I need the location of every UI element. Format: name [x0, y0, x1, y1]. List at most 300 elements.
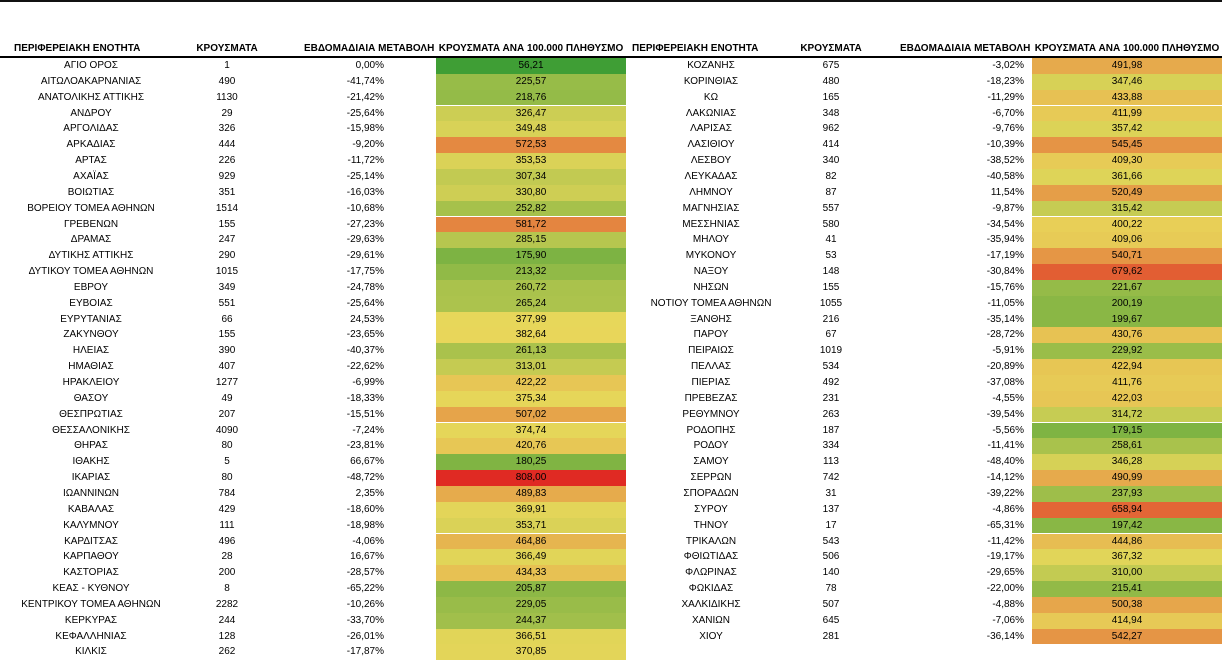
- per-100k-heat-cell: 330,80: [436, 185, 626, 201]
- per-100k-heat-cell: 411,99: [1032, 106, 1222, 122]
- weekly-change-value: -15,76%: [986, 281, 1024, 293]
- per-100k-heat-cell: 229,92: [1032, 343, 1222, 359]
- per-100k-heat-cell: 658,94: [1032, 502, 1222, 518]
- weekly-change-value: -14,12%: [986, 472, 1024, 484]
- cases-value: 1055: [819, 297, 843, 309]
- region-name: ΣΥΡΟΥ: [694, 503, 728, 515]
- per-100k-heat-cell: 382,64: [436, 327, 626, 343]
- weekly-change-value: -25,64%: [346, 107, 384, 119]
- cases-value: 290: [218, 250, 236, 262]
- cases-value: 645: [822, 614, 840, 626]
- per-100k-heat-cell: 400,22: [1032, 217, 1222, 233]
- region-name: ΦΩΚΙΔΑΣ: [688, 583, 734, 595]
- per-100k-heat-cell: 430,76: [1032, 327, 1222, 343]
- cases-value: 128: [218, 630, 236, 642]
- region-name: ΝΟΤΙΟΥ ΤΟΜΕΑ ΑΘΗΝΩΝ: [650, 297, 772, 309]
- region-name: ΕΒΡΟΥ: [73, 281, 109, 293]
- header-change-right: ΕΒΔΟΜΑΔΙΑΙΑ ΜΕΤΑΒΟΛΗ: [900, 43, 1031, 54]
- cases-value: 226: [218, 155, 236, 167]
- cases-value: 281: [822, 630, 840, 642]
- region-name: ΘΑΣΟΥ: [73, 392, 109, 404]
- per-100k-heat-cell: 197,42: [1032, 518, 1222, 534]
- cases-value: 66: [221, 313, 233, 325]
- weekly-change-value: -40,37%: [346, 345, 384, 357]
- cases-value: 1130: [216, 91, 238, 103]
- cases-value: 78: [825, 583, 837, 595]
- header-region-right: ΠΕΡΙΦΕΡΕΙΑΚΗ ΕΝΟΤΗΤΑ: [632, 43, 759, 54]
- per-100k-heat-cell: 326,47: [436, 106, 626, 122]
- per-100k-heat-cell: 346,28: [1032, 454, 1222, 470]
- cases-value: 187: [822, 424, 840, 436]
- header-change-left: ΕΒΔΟΜΑΔΙΑΙΑ ΜΕΤΑΒΟΛΗ: [304, 43, 435, 54]
- cases-value: 1277: [215, 377, 239, 388]
- cases-value: 155: [218, 329, 236, 341]
- region-name: ΧΙΟΥ: [699, 630, 723, 642]
- per-100k-heat-cell: 260,72: [436, 280, 626, 296]
- weekly-change-value: -16,03%: [346, 186, 384, 198]
- region-name: ΛΑΚΩΝΙΑΣ: [685, 107, 737, 119]
- cases-value: 496: [218, 535, 236, 547]
- region-name: ΠΙΕΡΙΑΣ: [691, 377, 731, 388]
- weekly-change-value: -29,65%: [986, 567, 1024, 579]
- weekly-change-value: -10,26%: [346, 598, 384, 610]
- per-100k-heat-cell: 307,34: [436, 169, 626, 185]
- per-100k-heat-cell: 433,88: [1032, 90, 1222, 106]
- per-100k-heat-cell: 175,90: [436, 248, 626, 264]
- per-100k-heat-cell: 540,71: [1032, 248, 1222, 264]
- region-name: ΠΕΙΡΑΙΩΣ: [688, 345, 734, 357]
- weekly-change-value: -17,75%: [346, 266, 384, 278]
- region-name: ΔΡΑΜΑΣ: [70, 234, 112, 246]
- weekly-change-value: -28,72%: [986, 329, 1024, 341]
- cases-value: 49: [221, 392, 233, 404]
- weekly-change-value: 2,35%: [355, 487, 384, 499]
- region-name: ΛΕΥΚΑΔΑΣ: [684, 170, 738, 182]
- region-name: ΜΑΓΝΗΣΙΑΣ: [682, 202, 740, 214]
- per-100k-heat-cell: 56,21: [436, 58, 626, 74]
- region-name: ΚΕΦΑΛΛΗΝΙΑΣ: [55, 630, 127, 642]
- per-100k-heat-cell: 229,05: [436, 597, 626, 613]
- cases-value: 490: [218, 75, 236, 87]
- region-name: ΦΛΩΡΙΝΑΣ: [685, 567, 737, 579]
- weekly-change-value: -7,06%: [992, 614, 1024, 626]
- region-name: ΑΓΙΟ ΟΡΟΣ: [64, 60, 118, 71]
- cases-value: 29: [221, 107, 233, 119]
- per-100k-heat-cell: 315,42: [1032, 201, 1222, 217]
- region-name: ΡΕΘΥΜΝΟΥ: [682, 408, 740, 420]
- weekly-change-value: -18,60%: [346, 503, 384, 515]
- cases-value: 4090: [215, 424, 239, 436]
- weekly-change-value: -30,84%: [986, 266, 1024, 278]
- region-name: ΣΑΜΟΥ: [693, 456, 729, 468]
- weekly-change-value: -21,42%: [346, 91, 384, 103]
- region-name: ΑΝΔΡΟΥ: [70, 107, 112, 119]
- per-100k-heat-cell: 444,86: [1032, 534, 1222, 550]
- region-name: ΚΑΡΠΑΘΟΥ: [63, 551, 119, 563]
- weekly-change-value: -18,33%: [346, 392, 384, 404]
- weekly-change-value: -3,02%: [992, 60, 1024, 71]
- weekly-change-value: -9,76%: [992, 123, 1024, 135]
- cases-value: 80: [221, 472, 233, 484]
- cases-value: 2282: [215, 598, 239, 610]
- per-100k-heat-cell: 349,48: [436, 121, 626, 137]
- cases-value: 207: [218, 408, 236, 420]
- cases-value: 506: [822, 551, 840, 563]
- weekly-change-value: -25,14%: [346, 170, 384, 182]
- weekly-change-value: 0,00%: [355, 60, 384, 71]
- per-100k-heat-cell: 353,71: [436, 518, 626, 534]
- weekly-change-value: -65,31%: [986, 519, 1024, 531]
- per-100k-heat-cell: 366,49: [436, 549, 626, 565]
- cases-value: 414: [822, 139, 840, 151]
- cases-value: 111: [219, 519, 235, 531]
- cases-value: 348: [822, 107, 840, 119]
- weekly-change-value: -39,22%: [986, 487, 1024, 499]
- region-name: ΗΛΕΙΑΣ: [72, 345, 110, 357]
- region-name: ΖΑΚΥΝΘΟΥ: [63, 329, 119, 341]
- weekly-change-value: -41,74%: [346, 75, 384, 87]
- cases-value: 1015: [215, 266, 239, 278]
- region-name: ΑΡΓΟΛΙΔΑΣ: [63, 123, 119, 135]
- weekly-change-value: 16,67%: [350, 551, 384, 563]
- region-name: ΚΑΡΔΙΤΣΑΣ: [64, 535, 118, 547]
- cases-value: 543: [822, 535, 840, 547]
- region-name: ΜΕΣΣΗΝΙΑΣ: [682, 218, 740, 230]
- per-100k-heat-cell: 225,57: [436, 74, 626, 90]
- cases-value: 231: [822, 392, 840, 404]
- region-name: ΝΗΣΩΝ: [693, 281, 729, 293]
- weekly-change-value: 11,54%: [990, 186, 1024, 198]
- region-name: ΘΕΣΣΑΛΟΝΙΚΗΣ: [52, 424, 130, 436]
- region-name: ΓΡΕΒΕΝΩΝ: [63, 218, 119, 230]
- cases-value: 8: [224, 583, 230, 595]
- per-100k-heat-cell: 221,67: [1032, 280, 1222, 296]
- per-100k-heat-cell: 285,15: [436, 232, 626, 248]
- weekly-change-value: -17,87%: [346, 646, 384, 658]
- region-name: ΕΥΒΟΙΑΣ: [69, 297, 113, 309]
- cases-value: 351: [218, 186, 236, 198]
- region-name: ΚΑΒΑΛΑΣ: [67, 503, 115, 515]
- per-100k-heat-cell: 422,22: [436, 375, 626, 391]
- region-name: ΚΑΛΥΜΝΟΥ: [63, 519, 119, 531]
- region-name: ΑΝΑΤΟΛΙΚΗΣ ΑΤΤΙΚΗΣ: [37, 91, 145, 103]
- region-name: ΘΕΣΠΡΩΤΙΑΣ: [59, 408, 123, 420]
- header-per100k-right: ΚΡΟΥΣΜΑΤΑ ΑΝΑ 100.000 ΠΛΗΘΥΣΜΟ: [1034, 43, 1220, 54]
- per-100k-heat-cell: 361,66: [1032, 169, 1222, 185]
- cases-value: 41: [825, 234, 837, 246]
- weekly-change-value: -27,23%: [346, 218, 384, 230]
- weekly-change-value: -22,00%: [986, 583, 1024, 595]
- per-100k-heat-cell: 422,94: [1032, 359, 1222, 375]
- weekly-change-value: -18,23%: [986, 75, 1024, 87]
- region-name: ΞΑΝΘΗΣ: [690, 313, 732, 325]
- cases-value: 929: [218, 170, 236, 182]
- per-100k-heat-cell: 369,91: [436, 502, 626, 518]
- cases-value: 31: [825, 487, 837, 499]
- per-100k-heat-cell: 261,13: [436, 343, 626, 359]
- cases-value: 349: [218, 281, 236, 293]
- per-100k-heat-cell: 409,30: [1032, 153, 1222, 169]
- region-name: ΔΥΤΙΚΗΣ ΑΤΤΙΚΗΣ: [48, 250, 134, 262]
- weekly-change-value: -18,98%: [346, 519, 384, 531]
- weekly-change-value: -10,68%: [346, 202, 384, 214]
- weekly-change-value: -39,54%: [986, 408, 1024, 420]
- cases-value: 675: [822, 60, 840, 71]
- region-name: ΚΑΣΤΟΡΙΑΣ: [63, 567, 119, 579]
- cases-value: 580: [822, 218, 840, 230]
- cases-value: 507: [822, 598, 840, 610]
- cases-value: 155: [822, 281, 840, 293]
- weekly-change-value: -5,91%: [992, 345, 1024, 357]
- per-100k-heat-cell: 313,01: [436, 359, 626, 375]
- per-100k-heat-cell: 489,83: [436, 486, 626, 502]
- cases-value: 407: [218, 361, 236, 373]
- per-100k-heat-cell: 377,99: [436, 312, 626, 328]
- cases-value: 429: [218, 503, 236, 515]
- weekly-change-value: -65,22%: [346, 583, 384, 595]
- per-100k-heat-cell: 357,42: [1032, 121, 1222, 137]
- weekly-change-value: -20,89%: [986, 361, 1024, 373]
- region-name: ΣΕΡΡΩΝ: [690, 472, 732, 484]
- cases-value: 155: [218, 218, 236, 230]
- cases-value: 200: [218, 567, 236, 579]
- weekly-change-value: -11,42%: [987, 535, 1024, 547]
- header-region-left: ΠΕΡΙΦΕΡΕΙΑΚΗ ΕΝΟΤΗΤΑ: [14, 43, 141, 54]
- weekly-change-value: -4,55%: [992, 392, 1024, 404]
- weekly-change-value: -19,17%: [986, 551, 1024, 563]
- per-100k-heat-cell: 545,45: [1032, 137, 1222, 153]
- per-100k-heat-cell: 237,93: [1032, 486, 1222, 502]
- weekly-change-value: -28,57%: [346, 567, 384, 579]
- per-100k-heat-cell: 500,38: [1032, 597, 1222, 613]
- per-100k-heat-cell: 215,41: [1032, 581, 1222, 597]
- weekly-change-value: -37,08%: [986, 377, 1024, 388]
- cases-value: 444: [218, 139, 236, 151]
- region-name: ΜΗΛΟΥ: [692, 234, 730, 246]
- region-name: ΔΥΤΙΚΟΥ ΤΟΜΕΑ ΑΘΗΝΩΝ: [28, 266, 154, 278]
- cases-value: 1514: [215, 202, 239, 214]
- cases-value: 53: [825, 250, 837, 262]
- region-name: ΑΧΑΪΑΣ: [73, 170, 109, 182]
- weekly-change-value: -48,72%: [346, 472, 384, 484]
- per-100k-heat-cell: 414,94: [1032, 613, 1222, 629]
- per-100k-heat-cell: 244,37: [436, 613, 626, 629]
- region-name: ΣΠΟΡΑΔΩΝ: [683, 487, 739, 499]
- region-name: ΚΩ: [703, 91, 719, 103]
- cases-value: 1019: [819, 345, 843, 357]
- per-100k-heat-cell: 422,03: [1032, 391, 1222, 407]
- weekly-change-value: -29,63%: [346, 234, 384, 246]
- per-100k-heat-cell: 542,27: [1032, 629, 1222, 645]
- per-100k-heat-cell: 375,34: [436, 391, 626, 407]
- cases-value: 28: [221, 551, 233, 563]
- weekly-change-value: -29,61%: [346, 250, 384, 262]
- weekly-change-value: -7,24%: [352, 424, 384, 436]
- weekly-change-value: -5,56%: [992, 424, 1024, 436]
- per-100k-heat-cell: 572,53: [436, 137, 626, 153]
- per-100k-heat-cell: 434,33: [436, 565, 626, 581]
- weekly-change-value: -11,29%: [987, 91, 1024, 103]
- weekly-change-value: -11,41%: [987, 440, 1024, 452]
- per-100k-heat-cell: 218,76: [436, 90, 626, 106]
- cases-value: 148: [822, 266, 840, 278]
- per-100k-heat-cell: 180,25: [436, 454, 626, 470]
- per-100k-heat-cell: 520,49: [1032, 185, 1222, 201]
- weekly-change-value: -35,14%: [986, 313, 1024, 325]
- cases-value: 17: [825, 519, 837, 531]
- per-100k-heat-cell: 581,72: [436, 217, 626, 233]
- region-name: ΚΙΛΚΙΣ: [75, 646, 107, 658]
- weekly-change-value: -24,78%: [346, 281, 384, 293]
- per-100k-heat-cell: 200,19: [1032, 296, 1222, 312]
- per-100k-heat-cell: 490,99: [1032, 470, 1222, 486]
- weekly-change-value: -15,98%: [346, 123, 384, 135]
- weekly-change-value: -6,70%: [992, 107, 1024, 119]
- cases-value: 244: [218, 614, 236, 626]
- weekly-change-value: -36,14%: [986, 630, 1024, 642]
- cases-value: 216: [822, 313, 840, 325]
- weekly-change-value: -38,52%: [986, 155, 1024, 167]
- per-100k-heat-cell: 679,62: [1032, 264, 1222, 280]
- weekly-change-value: -48,40%: [986, 456, 1024, 468]
- region-name: ΑΙΤΩΛΟΑΚΑΡΝΑΝΙΑΣ: [40, 75, 142, 87]
- per-100k-heat-cell: 199,67: [1032, 312, 1222, 328]
- weekly-change-value: -35,94%: [986, 234, 1024, 246]
- region-name: ΕΥΡΥΤΑΝΙΑΣ: [60, 313, 122, 325]
- region-name: ΛΕΣΒΟΥ: [690, 155, 732, 167]
- region-name: ΚΕΡΚΥΡΑΣ: [64, 614, 118, 626]
- per-100k-heat-cell: 205,87: [436, 581, 626, 597]
- per-100k-heat-cell: 409,06: [1032, 232, 1222, 248]
- weekly-change-value: -11,72%: [347, 155, 384, 167]
- region-name: ΤΡΙΚΑΛΩΝ: [685, 535, 737, 547]
- cases-value: 137: [822, 503, 840, 515]
- weekly-change-value: -25,64%: [346, 297, 384, 309]
- cases-value: 113: [823, 456, 839, 468]
- cases-value: 140: [822, 567, 840, 579]
- region-name: ΚΕΝΤΡΙΚΟΥ ΤΟΜΕΑ ΑΘΗΝΩΝ: [21, 598, 161, 610]
- cases-value: 334: [822, 440, 840, 452]
- weekly-change-value: -26,01%: [346, 630, 384, 642]
- cases-value: 390: [218, 345, 236, 357]
- weekly-change-value: -23,65%: [346, 329, 384, 341]
- weekly-change-value: 66,67%: [350, 456, 384, 468]
- region-name: ΚΕΑΣ - ΚΥΘΝΟΥ: [52, 583, 130, 595]
- per-100k-heat-cell: 310,00: [1032, 565, 1222, 581]
- per-100k-heat-cell: 213,32: [436, 264, 626, 280]
- region-name: ΠΕΛΛΑΣ: [690, 361, 732, 373]
- region-name: ΧΑΝΙΩΝ: [691, 614, 731, 626]
- cases-value: 67: [825, 329, 837, 341]
- per-100k-heat-cell: 252,82: [436, 201, 626, 217]
- region-name: ΦΘΙΩΤΙΔΑΣ: [683, 551, 739, 563]
- region-name: ΘΗΡΑΣ: [74, 440, 108, 452]
- region-name: ΒΟΙΩΤΙΑΣ: [67, 186, 115, 198]
- weekly-change-value: -33,70%: [346, 614, 384, 626]
- region-name: ΚΟΡΙΝΘΙΑΣ: [683, 75, 739, 87]
- weekly-change-value: -6,99%: [352, 377, 384, 388]
- weekly-change-value: 24,53%: [350, 313, 384, 325]
- weekly-change-value: -17,19%: [986, 250, 1024, 262]
- region-name: ΠΑΡΟΥ: [693, 329, 729, 341]
- region-name: ΗΜΑΘΙΑΣ: [68, 361, 114, 373]
- region-name: ΚΟΖΑΝΗΣ: [687, 60, 735, 71]
- cases-value: 492: [822, 377, 840, 388]
- per-100k-heat-cell: 374,74: [436, 423, 626, 439]
- cases-value: 263: [822, 408, 840, 420]
- region-name: ΤΗΝΟΥ: [693, 519, 729, 531]
- cases-value: 551: [218, 297, 236, 309]
- per-100k-heat-cell: 258,61: [1032, 438, 1222, 454]
- per-100k-heat-cell: 314,72: [1032, 407, 1222, 423]
- per-100k-heat-cell: 347,46: [1032, 74, 1222, 90]
- cases-value: 82: [825, 170, 837, 182]
- weekly-change-value: -40,58%: [986, 170, 1024, 182]
- cases-value: 962: [822, 123, 840, 135]
- weekly-change-value: -9,20%: [352, 139, 384, 151]
- region-name: ΑΡΤΑΣ: [75, 155, 107, 167]
- cases-value: 326: [218, 123, 236, 135]
- top-border: [0, 0, 1222, 2]
- region-name: ΛΗΜΝΟΥ: [689, 186, 733, 198]
- region-name: ΙΘΑΚΗΣ: [72, 456, 110, 468]
- per-100k-heat-cell: 370,85: [436, 644, 626, 660]
- region-name: ΝΑΞΟΥ: [693, 266, 729, 278]
- header-cases-left: ΚΡΟΥΣΜΑΤΑ: [196, 43, 258, 54]
- weekly-change-value: -34,54%: [986, 218, 1024, 230]
- cases-value: 742: [822, 472, 840, 484]
- region-name: ΒΟΡΕΙΟΥ ΤΟΜΕΑ ΑΘΗΝΩΝ: [27, 202, 155, 214]
- cases-value: 87: [825, 186, 837, 198]
- region-name: ΠΡΕΒΕΖΑΣ: [684, 392, 738, 404]
- region-name: ΙΚΑΡΙΑΣ: [71, 472, 111, 484]
- per-100k-heat-cell: 366,51: [436, 629, 626, 645]
- region-name: ΑΡΚΑΔΙΑΣ: [66, 139, 116, 151]
- cases-value: 262: [218, 646, 236, 658]
- region-name: ΡΟΔΟΠΗΣ: [686, 424, 736, 436]
- region-name: ΛΑΡΙΣΑΣ: [690, 123, 732, 135]
- per-100k-heat-cell: 367,32: [1032, 549, 1222, 565]
- per-100k-heat-cell: 179,15: [1032, 423, 1222, 439]
- cases-value: 1: [224, 60, 230, 71]
- cases-value: 5: [224, 456, 230, 468]
- per-100k-heat-cell: 491,98: [1032, 58, 1222, 74]
- cases-value: 480: [822, 75, 840, 87]
- per-100k-heat-cell: 507,02: [436, 407, 626, 423]
- cases-value: 534: [822, 361, 840, 373]
- region-name: ΜΥΚΟΝΟΥ: [685, 250, 737, 262]
- per-100k-heat-cell: 265,24: [436, 296, 626, 312]
- header-cases-right: ΚΡΟΥΣΜΑΤΑ: [800, 43, 862, 54]
- weekly-change-value: -10,39%: [986, 139, 1024, 151]
- weekly-change-value: -9,87%: [992, 202, 1024, 214]
- weekly-change-value: -11,05%: [987, 297, 1024, 309]
- per-100k-heat-cell: 411,76: [1032, 375, 1222, 391]
- weekly-change-value: -4,88%: [992, 598, 1024, 610]
- region-name: ΧΑΛΚΙΔΙΚΗΣ: [681, 598, 741, 610]
- cases-value: 165: [822, 91, 840, 103]
- region-name: ΙΩΑΝΝΙΝΩΝ: [62, 487, 120, 499]
- cases-value: 340: [822, 155, 840, 167]
- header-per100k-left: ΚΡΟΥΣΜΑΤΑ ΑΝΑ 100.000 ΠΛΗΘΥΣΜΟ: [438, 43, 624, 54]
- per-100k-heat-cell: 808,00: [436, 470, 626, 486]
- region-name: ΗΡΑΚΛΕΙΟΥ: [62, 377, 120, 388]
- per-100k-heat-cell: 464,86: [436, 534, 626, 550]
- region-name: ΡΟΔΟΥ: [693, 440, 729, 452]
- per-100k-heat-cell: 420,76: [436, 438, 626, 454]
- cases-value: 784: [218, 487, 236, 499]
- weekly-change-value: -4,06%: [352, 535, 384, 547]
